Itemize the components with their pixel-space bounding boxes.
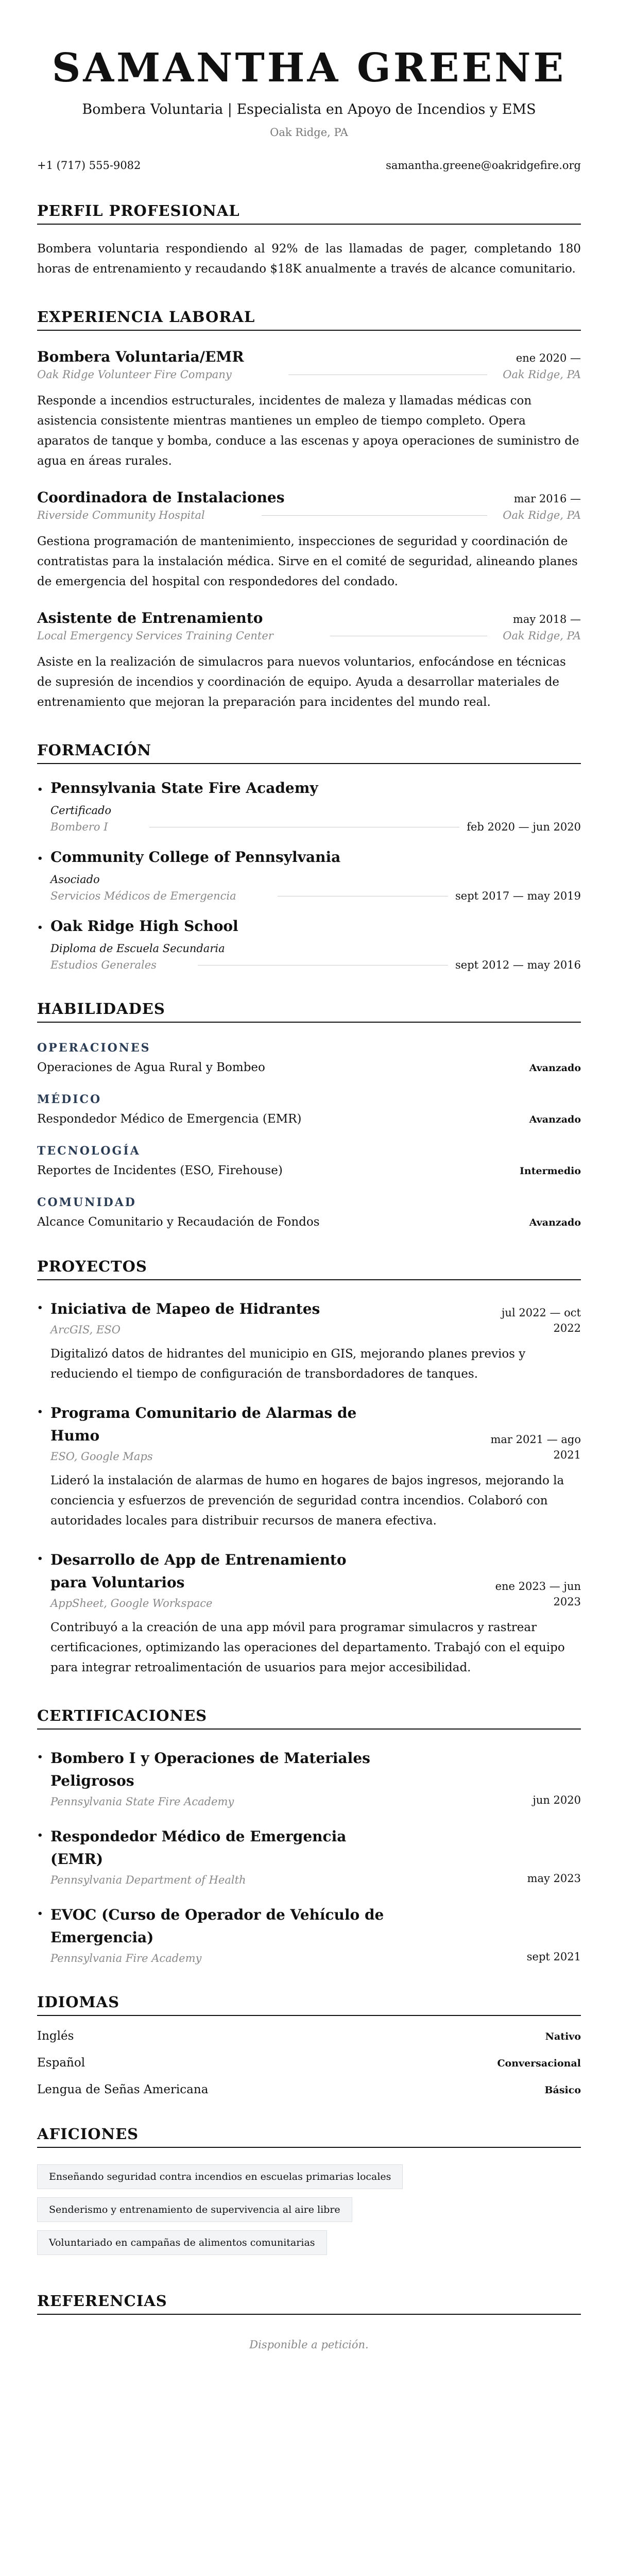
language-name: Español	[37, 2056, 85, 2070]
education-dates: feb 2020 — jun 2020	[467, 821, 581, 833]
bullet-icon: •	[37, 1302, 43, 1313]
skill-category	[37, 1041, 581, 1074]
job-date: may 2018 —	[512, 613, 581, 625]
bullet-icon: •	[37, 1752, 43, 1762]
dotted-leader	[149, 826, 460, 827]
project-tools: ESO, Google Maps	[50, 1450, 153, 1463]
job-title: Coordinadora de Instalaciones	[37, 489, 285, 506]
skill-category-name: COMUNIDAD	[37, 1196, 136, 1209]
job-company: Local Emergency Services Training Center	[37, 630, 273, 642]
bullet-icon: •	[37, 1830, 43, 1841]
certification-date: jun 2020	[533, 1794, 581, 1806]
degree: Diploma de Escuela Secundaria	[50, 942, 225, 955]
job-company: Oak Ridge Volunteer Fire Company	[37, 368, 232, 381]
project-entry	[37, 1298, 581, 1384]
certification-name: Respondedor Médico de Emergencia (EMR)	[50, 1828, 347, 1868]
certification-name: EVOC (Curso de Operador de Vehículo de Emergencia)	[50, 1906, 384, 1946]
certification-date: may 2023	[527, 1872, 581, 1885]
job-entry	[37, 489, 581, 592]
skill-category-name: TECNOLOGÍA	[37, 1144, 141, 1158]
language-level: Conversacional	[497, 2058, 581, 2069]
degree: Asociado	[50, 873, 100, 886]
bullet-icon: •	[37, 1908, 43, 1919]
dotted-leader	[330, 635, 487, 636]
phone: +1 (717) 555-9082	[37, 159, 141, 172]
bullet-icon: •	[37, 922, 43, 933]
education-dates: sept 2012 — may 2016	[455, 959, 581, 971]
skill-name: Respondedor Médico de Emergencia (EMR)	[37, 1112, 302, 1126]
field-of-study: Bombero I	[50, 821, 108, 833]
education-entry	[37, 918, 581, 971]
language-row	[37, 2029, 581, 2043]
section-title-projects: PROYECTOS	[37, 1258, 581, 1280]
skill-level: Avanzado	[529, 1217, 581, 1228]
certification-issuer: Pennsylvania Fire Academy	[50, 1952, 202, 1964]
section-title-hobbies: AFICIONES	[37, 2125, 581, 2148]
skill-name: Reportes de Incidentes (ESO, Firehouse)	[37, 1164, 283, 1177]
job-company: Riverside Community Hospital	[37, 509, 205, 521]
project-dates: ene 2023 — jun 2023	[495, 1580, 581, 1608]
profile-text: Bombera voluntaria respondiendo al 92% de las llamadas de pager, completando 180 horas de entrenamiento y recaudando $18K anualmente a través de alcance comunitario.	[37, 242, 581, 276]
bullet-icon: •	[37, 1553, 43, 1564]
project-tools: AppSheet, Google Workspace	[50, 1597, 213, 1609]
education-entry	[37, 779, 581, 833]
job-description: Asiste en la realización de simulacros para nuevos voluntarios, enfocándose en técnicas de supresión de incendios y coordinación de equipo. Ayuda a desarrollar materiales de entrenamiento que mejoran la preparación para incidentes del mundo real.	[37, 655, 566, 709]
job-date: mar 2016 —	[513, 493, 581, 505]
certification-name: Bombero I y Operaciones de Materiales Peligrosos	[50, 1750, 370, 1789]
skill-level: Intermedio	[520, 1165, 581, 1177]
job-location: Oak Ridge, PA	[503, 630, 581, 642]
candidate-location: Oak Ridge, PA	[270, 126, 348, 139]
certification-issuer: Pennsylvania Department of Health	[50, 1874, 246, 1886]
language-level: Básico	[544, 2084, 581, 2096]
certification-date: sept 2021	[526, 1951, 581, 1963]
bullet-icon: •	[37, 853, 43, 864]
field-of-study: Servicios Médicos de Emergencia	[50, 890, 236, 902]
language-level: Nativo	[545, 2031, 581, 2042]
skill-name: Operaciones de Agua Rural y Bombeo	[37, 1061, 265, 1074]
job-description: Gestiona programación de mantenimiento, inspecciones de seguridad y coordinación de contratistas para la instalación médica. Sirve en el comité de seguridad, alineando planes de emergencia del hospital con respondedores del condado.	[37, 535, 578, 588]
skill-category	[37, 1196, 581, 1229]
section-title-references: REFERENCIAS	[37, 2292, 581, 2315]
project-tools: ArcGIS, ESO	[50, 1324, 121, 1336]
section-title-languages: IDIOMAS	[37, 1993, 581, 2016]
project-dates: mar 2021 — ago 2021	[490, 1433, 581, 1461]
email: samantha.greene@oakridgefire.org	[386, 159, 581, 172]
certification-entry	[37, 1825, 581, 1886]
section-title-education: FORMACIÓN	[37, 741, 581, 764]
candidate-name: SAMANTHA GREENE	[52, 45, 566, 91]
section-title-skills: HABILIDADES	[37, 1000, 581, 1023]
section-title-experience: EXPERIENCIA LABORAL	[37, 308, 581, 331]
language-name: Lengua de Señas Americana	[37, 2083, 209, 2096]
project-description: Digitalizó datos de hidrantes del municipio en GIS, mejorando planes previos y reduciendo el tiempo de configuración de transbordadores de tanques.	[50, 1347, 526, 1381]
job-location: Oak Ridge, PA	[503, 509, 581, 521]
job-location: Oak Ridge, PA	[503, 368, 581, 381]
dotted-leader	[288, 374, 488, 375]
school-name: Pennsylvania State Fire Academy	[50, 779, 318, 796]
hobby-tag: Enseñando seguridad contra incendios en escuelas primarias locales	[37, 2164, 403, 2189]
job-date: ene 2020 —	[516, 352, 581, 364]
school-name: Oak Ridge High School	[50, 918, 238, 935]
skill-level: Avanzado	[529, 1114, 581, 1125]
section-title-profile: PERFIL PROFESIONAL	[37, 202, 581, 225]
project-name: Programa Comunitario de Alarmas de Humo	[50, 1404, 357, 1444]
project-dates: jul 2022 — oct 2022	[501, 1307, 581, 1334]
skill-name: Alcance Comunitario y Recaudación de Fondos	[37, 1215, 320, 1229]
language-row	[37, 2056, 581, 2070]
bullet-icon: •	[37, 1406, 43, 1417]
degree: Certificado	[50, 804, 112, 817]
skill-category-name: OPERACIONES	[37, 1041, 151, 1055]
certification-entry	[37, 1747, 581, 1808]
project-description: Lideró la instalación de alarmas de humo en hogares de bajos ingresos, mejorando la conciencia y esfuerzos de prevención de seguridad contra incendios. Colaboró con autoridades locales para distribuir recursos de manera efectiva.	[50, 1474, 564, 1528]
bullet-icon: •	[37, 784, 43, 795]
project-entry	[37, 1402, 581, 1531]
school-name: Community College of Pennsylvania	[50, 849, 341, 866]
certification-entry	[37, 1904, 581, 1964]
references-text: Disponible a petición.	[249, 2338, 369, 2351]
project-description: Contribuyó a la creación de una app móvil para programar simulacros y rastrear certificaciones, optimizando las operaciones del departamento. Trabajó con el equipo para integrar retroalimentación de usuarios para mejor accesibilidad.	[50, 1621, 565, 1674]
language-name: Inglés	[37, 2029, 74, 2043]
skill-category	[37, 1093, 581, 1126]
field-of-study: Estudios Generales	[50, 959, 157, 971]
project-name: Desarrollo de App de Entrenamiento para Voluntarios	[50, 1551, 347, 1591]
job-title: Bombera Voluntaria/EMR	[37, 348, 244, 365]
dotted-leader	[198, 964, 448, 965]
job-entry	[37, 348, 581, 471]
job-description: Responde a incendios estructurales, incidentes de maleza y llamadas médicas con asistencia consistente mientras mantienes un empleo de tiempo completo. Opera aparatos de tanque y bomba, conduce a las escenas y apoya operaciones de suministro de agua en áreas rurales.	[37, 394, 579, 468]
certification-issuer: Pennsylvania State Fire Academy	[50, 1795, 234, 1808]
language-row	[37, 2083, 581, 2096]
dotted-leader	[278, 895, 448, 896]
skill-category	[37, 1144, 581, 1177]
skill-category-name: MÉDICO	[37, 1093, 102, 1106]
hobby-tag: Senderismo y entrenamiento de supervivencia al aire libre	[37, 2197, 352, 2222]
job-title: Asistente de Entrenamiento	[37, 609, 263, 626]
job-entry	[37, 609, 581, 713]
resume-header	[37, 0, 581, 140]
hobby-tags	[37, 2164, 581, 2263]
candidate-subtitle: Bombera Voluntaria | Especialista en Apoyo de Incendios y EMS	[82, 101, 536, 117]
project-name: Iniciativa de Mapeo de Hidrantes	[50, 1300, 320, 1317]
dotted-leader	[262, 515, 488, 516]
contact-row	[37, 158, 581, 173]
section-title-certifications: CERTIFICACIONES	[37, 1707, 581, 1730]
hobby-tag: Voluntariado en campañas de alimentos comunitarias	[37, 2230, 327, 2255]
skill-level: Avanzado	[529, 1062, 581, 1074]
project-entry	[37, 1549, 581, 1678]
education-entry	[37, 849, 581, 902]
education-dates: sept 2017 — may 2019	[455, 890, 581, 902]
